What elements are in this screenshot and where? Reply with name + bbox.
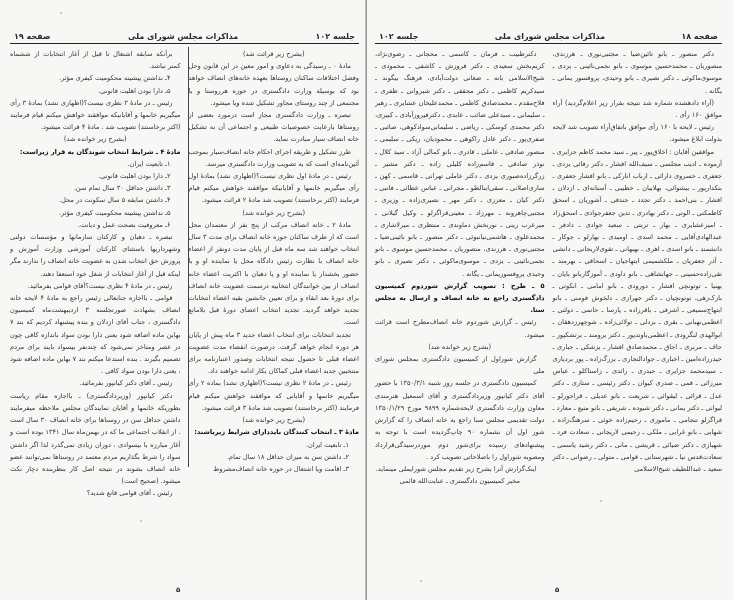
paragraph: رئیس ـ در مادهٔ ۲ نظری نیست؟(اظهاری نشد) بماده ۲ رأی میگیریم خانمها و آقایانی که موافقند خواهش میکنم قیام فرمایند (اکثر برخاستند) تصویب شد مادهٔ ۳ قرائت میشود. (188, 379, 359, 412)
paragraph: ۳ـ داشتن حداقل ۳۰ سال تمام سن. (73, 184, 171, 193)
text-columns (375, 48, 722, 487)
paragraph: دکتر کیانپور (وزیردادگستری) ـ بااجازه مقام ریاست بطوریکه خانمها و آقایان نمایندگان مجلس ملاحظه میفرمایند داشتن حداقل سن در روستاها برای خانه انصاف ۳۰ سال است . از انقلاب اجتماعی ما که در بهمن‌ماه سال ۱۳۴۱ بوده است و آغاز مبارزه با بیسوادی ، دوران زیادی نمی‌گذرد لذا اگر داشتن سواد را شرط بگذاریم مردم معتمد در روستاها نمی‌توانند عضو خانه انصاف بشوند در نتیجه اصل کار بنظربنده دچار نکث میشود. (صحیح است) (10, 391, 181, 486)
column-right (189, 48, 360, 500)
paragraph: ۲ـ دارا بودن اهلیت قانونی. (98, 172, 171, 181)
paragraph: تبصره ـ دهبان و کارکنان سازمانها و مؤسسات دولتی وشهرداریها باستثنای کارکنان آموزشی وزارت آموزش و پرورش حق انتخاب شدن به عضویت خانه انصاف را ندارند مگر اینکه قبل از آغاز انتخابات از شغل خود استعفا دهند. (10, 233, 181, 278)
paragraph: مادهٔ ۳ ـ انتخاب کنندگان بایددارای شرایط زیرباشند: (194, 428, 359, 437)
reading-note: (بشرح زیر خوانده شد) (242, 208, 306, 217)
paragraph: قوامی ـ بااجازه جنابعالی رئیس راجع به مادهٔ ۴ لایحه خانه انصاف بشهادت صورتجلسه ۳ اردیبهشت‌ماه کمیسیون دادگستری ، جناب آقای ازدلان و بنده پیشنهاد کردیم که بند ۷ بهاین ماده اضافه شود یعنی دارا بودن سواد باندازه کافی چون در عصر ومتاخر نمی‌شود که چندنفر بیسواد بایند برای مردم تصمیم بگیرند . بنده استدعا میکنم بند ۷ بهاین ماده اضافه شود ، یعنی دارا بودن سواد کافی . (10, 294, 181, 376)
column-right (553, 48, 723, 487)
paragraph: ۴ـ نداشتن پیشینه محکومیت کیفری مؤثر. (59, 74, 171, 83)
page-18 (367, 0, 734, 600)
paragraph: ۱ـ تابعیت ایران. (127, 159, 171, 168)
paragraph: ۵ـ دارا بودن اهلیت قانونی. (98, 86, 171, 95)
paragraph: رئیس ـ آقای دکتر کیانپور بفرمائید. (79, 379, 173, 388)
column-left (10, 48, 181, 500)
reading-note: مخبر کمیسیون دادگستری ـ عنایت‌الله قائمی (399, 477, 520, 486)
paragraph: گزارش شوراول از کمیسیون دادگستری بمجلس شورای ملی (375, 355, 545, 376)
paragraph: مادهٔ ۴ ـ شرایط انتخاب شوندگان به قرار زیراست: (19, 147, 181, 156)
paragraph: ۴ـ داشتن سابقه ۵ سال سکونت در محل. (59, 196, 171, 205)
paragraph: رئیس ـ گزارش شوردوم خانه انصاف‌مطرح است قرائت میشود. (375, 318, 545, 339)
column-divider (188, 47, 189, 467)
paragraph: طرز تشکیل و طریقه اجرای احکام خانه انصاف‌سیار بموجب آئین‌نامه‌ای است که به تصویب وزارت دادگستری میرسد. (188, 147, 359, 168)
paragraph: مادهٔ ۰ ـ رسیدگی به دعاوی و امور معین در این قانون وحل وفصل اختلافات ساکنان روستاها بعهده خانه‌های انصاف خواهد بود که بوسیله وزارت دادگستری در حوزه هرروستا و یا مجتمعی از چند روستای مجاور تشکیل شده ویا میشود. (188, 62, 359, 107)
paragraph: ۲ـ داشتن سن به میزان حداقل ۱۸ سال تمام. (226, 452, 349, 461)
reading-note: (بشرح زیر خوانده شد) (63, 135, 127, 144)
reading-note: (بشرح زیر قرائت شد) (242, 50, 305, 58)
column-left (375, 48, 545, 487)
reading-note: (بشرح زیر خوانده شد) (242, 416, 306, 425)
page-header (10, 29, 359, 44)
paragraph: تجدید انتخابات برای انتخاب اعضاء جدید ۳ ماه پیش از پایان هر دوره انجام خواهد گرفت. درصورت انقضاء مدت عضویت اعضاء قبلی تا حصول نتیجه انتخابات وصدور اعتبارنامه برای منتخبین جدید اعضاء قبلی کماکان بکار ادامه خواهند داد. (188, 330, 359, 376)
paragraph: اینک‌گزارش آنرا بشرح زیر تقدیم مجلس شورایملی مینماید. (375, 464, 537, 473)
paragraph: (آراء دادهشده شماره شد نتیجه بقرار زیر اعلام‌گردید) آراء موافق ۱۶۰ رأی . (552, 98, 722, 120)
paragraph: ۶ـ معروفیت بصحت عمل و دیانت. (77, 220, 171, 229)
paragraph: مادهٔ ۲ ـ خانه انصاف مرکب از پنج نفر از معتمدان محل است که از طرف ساکنان حوزه خانه انصاف برای مدت ۳ سال انتخاب خواهند شد سه ماه قبل از پایان مدت دونفر از اعضاء خانه انصاف با نظارت رئیس دادگاه محل یا نماینده او و با حضور بخشدار یا نماینده او و یا دهبان با اکثریت اعضاء خانه انصاف از بین خوانندگان انتخابیه درسمت عضویت خانه انصاف برای دورهٔ بعد ابقاء و برای تعیین جانشین بقیه اعضاء انتخابات تجدید خواهد گردید. تجدید انتخاب اعضای دورهٔ قبل بلامانع است. (188, 220, 359, 327)
page-number: صفحه ۱۸ (681, 32, 718, 41)
page-title: مذاکرات مجلس شورای ملی (127, 32, 239, 41)
page-title: مذاکرات مجلس شورای ملی (494, 32, 606, 41)
reading-note: (بشرح زیر خوانده شد) (428, 342, 492, 351)
text-columns (10, 48, 359, 500)
paragraph: برآنکه سابقه اشتغال تا قبل از آغاز انتخابات از ششماه کمتر نباشد. (10, 50, 181, 71)
paragraph: موافقین آقایان : اخلاق‌پور ـ پیر ـ سید محمد کاظم جزایری ـ آزموده ـ ادیب مجلسی ـ سیف‌الله افشار ـ دکتر رفائی یزدی ـ جعفری ـ خسروی‌ دارائی ـ ارباب انارکی ـ بانو افشار جعفری ـ بنکدارپور ـ بیشوائی، بهلابیان ـ خطیبی ـ آستانه‌ای ـ ازدلان ـ افشار ـ بنی‌احمد ـ دکتر تجدد ـ جندقی ـ آشوریان ـ اسحق کاظمکتی ـ الوتی ـ دکتر بهادری ـ تدین جعفرجوادی ـ اسحق‌زاد ـ امیرعشایری ـ بهار ـ تربتی ـ سعید جوادی ـ دادفر ـ عبدالهادی‌آقایی ـ محمد اسدی ـ اومیدی ـ بهارلو ـ جوکار ـ دانشمند ـ بانو اسدی ـ اهری ـ بهبهانی ـ تقوی‌لاریجانی ـ دانشی ـ آذر جعفریان ـ ملکشمیمی ابتهاجیان ـ اسحاقی ـ بهرمند ـ تقی‌زاده‌حسینی ـ جهانشاهی ـ بانو داودی ـ آموزگار‌بانو بایان ـ بهنیا ـ توتونچی افشار ـ دورودی ـ بانو امامی ـ انکوتی ـ بارک‌زهی، توتونچیان ـ دکتر جهرازی ـ دلخوش فومنی ـ بانو ابتهاج‌سمیعی ـ اشرفی ـ باقرزاده ـ پارسا ـ حاتمی ـ دولتی ـ اعظمی‌نهبانی ـ بقری ـ بردلی ـ تولائی‌زاده ـ شوچهرزدهقان ـ ابوالهدی لنگرودی ـ اعظمی‌باوندپور ـ دکتر برومند ـ برتشکپور ـ جاف ـ مربری ـ اجاق ـ محمدصادق افشار ـ بزشکی ـ جباری ـ حیدرزاده‌امین ـ اخباری ـ جوادالنجاری ـ بزرگ‌زاده ـ پور بردیاری ـ سیدمحمد جزایری ـ حیدری ـ رائدی ـ زاستاکلو ـ عباس میرزائی ـ قمی ـ صدری کیوان ـ دکتر رئیسی ـ ستاری ـ دکتر عدل ـ قرائی ـ لیقوائی ـ شریعت ـ بانو عدیلی ـ قراجورلو ـ لیوانی ـ دکتر یمانی ـ دکتر شیوده ـ شریفی ـ بانو منیع ـ معارد ـ قراگزلو تنجامی ـ ماموزی ـ رحیم‌زاده خوئی ـ سرهنگ‌زاده ـ شهابی ـ بانو غرابی ـ ملکی ـ رحیمی لاریجانی ـ سعادت فرد ـ شهبازی ـ دکتر ضیائی ـ قریشی ـ مانی ـ دکتر رشید یاسمی ـ سعادت‌قدس نیا ـ شهرستانی ـ قوامی ـ متولی ـ رضوانی ـ دکتر سعید ـ عبداللطیف شیخ‌الاسلامی (552, 147, 722, 473)
paragraph: رئیس ـ لایحه با ۱۶۰ رأی موافق باتفاق‌آراء تصویب شد لایحه بدولت ابلاغ میشود. (552, 123, 722, 144)
paragraph: ۵ـ نداشتن پیشینه محکومیت کیفری مؤثر. (59, 208, 171, 217)
folio-mark: ۵ (555, 586, 560, 594)
page-header (375, 29, 722, 44)
paragraph: دکتر منصور ـ بانو تائین‌ضیا ـ مجتبی‌نوری ـ هرزندی، منصوریان ـ محمدحسین موسوی ـ بانو نجمی‌نائینی ـ یزدی ـ موسوی‌ماکوئی ـ دکتر نصیری ـ بانو وحیدی، پروفسور یمانی ـ یگانه . (552, 50, 722, 95)
session-label: جلسه ۱۰۲ (315, 32, 355, 41)
page-number: صفحه ۱۹ (14, 32, 51, 41)
folio-mark: ۵ (176, 586, 181, 594)
paragraph: رئیس ـ آقای قوامی قانع شدید؟ (86, 489, 173, 498)
paragraph: رئیس ـ در مادهٔ اول نظری نیست؟(اظهاری نشد) بمادهٔ اول رأی میگیریم خانمها و آقایانیکه موافقند خواهش میکنم قیام فرمایند (اکثر برخاستند) تصویب شد مادهٔ ۲ قرائت میشود. (188, 172, 359, 205)
paragraph: رئیس ـ در مادهٔ ۴ نظری نیست؟آقای قوامی بفرمائید. (27, 281, 173, 290)
paragraph: ۳ـ اقامت ویا اشتغال در حوزه خانه انصاف‌مشروط (213, 464, 349, 473)
paragraph: رئیس ـ در مادهٔ ۳ نظری نیست؟(اظهاری نشد) بمادهٔ ۳ رأی میگیریم خانمها و آقایانیکه موافقند خواهش میکنم قیام فرمایند (اکثر برخاستند) تصویب شد . مادهٔ ۴ قرائت میشود. (10, 98, 181, 132)
section-heading: ۵ ـ طرح : تصویب گزارش شوردوم کمیسیون دادگستری راجع به خانه انصاف و ارسال به مجلس سنا. (375, 281, 545, 315)
session-label: جلسه ۱۰۲ (379, 32, 419, 41)
paragraph: ۱ـ تابعیت ایران. (305, 440, 349, 449)
paragraph: کمیسیون دادگستری در جلسه روز شنبه ۱۳۵۰/۳/۱ با حضور آقای دکتر کیانپور وزیردادگستری و آقای اسمعیل هنرمندی معاون وزارت دادگستری لایحه‌شماره ۹۸۹۹ مورخ ۱۳۵۰/۱/۲۹ دولت تقدیمی مجلس سنا راجع به خانه انصاف را که گزارش شور اول آن بشماره ۹۰ چاپ‌گردیده است با توجه به پیشنهادهای رسیده برای‌شور دوم موردرسیدگی‌قرارداد ومصوبه شوراول را باصلاحاتی تصویب کرد . (375, 379, 545, 461)
paragraph: دکترطبیب ـ فرمان ـ کاسمی ـ محجانی ـ رضوی‌نژاد، کریم‌بخش سعیدی ـ دکتر فروزش ـ کاشفی ـ محمودی ـ شیخ‌الاسلامی بانه ـ ضغانی دولت‌آبادی، فرهنگ بیگوند ـ سیدکریم کاظمی ـ دکتر محققی ـ دکتر شیروانی ـ ظفری ـ فلاح‌مقدم ـ محمدصادق کاظمی ـ محمدعلیخان عشایری ـ رهبر ـ سلیمانی ـ سیدعلی صائب ـ عابدی ـ دکترفیروزآبادی ـ کبیری، دکتر محمدی کوسکی ـ ریاضی ـ سلیمانی‌سوادکوهی، صائبی ـ صفری‌پور ـ دکتر عادل راکوهی ـ محمود‌یان، ریکی ـ سلیمی ـ منصور صادقی ـ عاملی ـ قادری ـ بانو کمالی آزاد ـ سید کلال ـ نوذر صادقی ـ قاسم‌زاده کلیلی زاده ـ دکتر مشیر ـ زرگرزاده‌صبوری یزدی ـ دکتر عاملی تهرانی ـ قاسمی ـ کهن ـ ساری‌اصلانی ـ سقی‌ابنالطو ـ مجرانی ـ عباس عطائی ـ فاتبی ـ دکتر کیان ـ معززی ـ دکتر مهر ـ نصیری‌زاده ـ وزیری ـ مجتبی‌چاهرونه ـ مهرزاد ـ معینی‌قراگزلو ـ وکیل گیلانی ـ میرعرب زینی ـ نوربخش دماوندی ـ منتظری ـ میرلاشاری ـ محمدعلوی ـ هاشمی‌نیانبوئی ـ دکتر منصور ـ بانو نائینی‌ضیا ـ مجتبی‌نوری ـ هرزندی، منصوریان ـ محمدحسین موسوی ـ بانو نجمی‌نائینی ـ یزدی ـ موسوی‌ماکوئی ـ دکتر نصیری ـ بانو وحیدی پروفسوریمانی ـ یگانه . (375, 50, 545, 278)
paragraph: تبصره ـ وزارت دادگستری مجاز است درمورد بعضی از روستاها بارعایت خصوصیات طبیعی و اجتماعی آن به تشکیل خانه انصاف سیار مبادرت نماید. (188, 111, 359, 144)
